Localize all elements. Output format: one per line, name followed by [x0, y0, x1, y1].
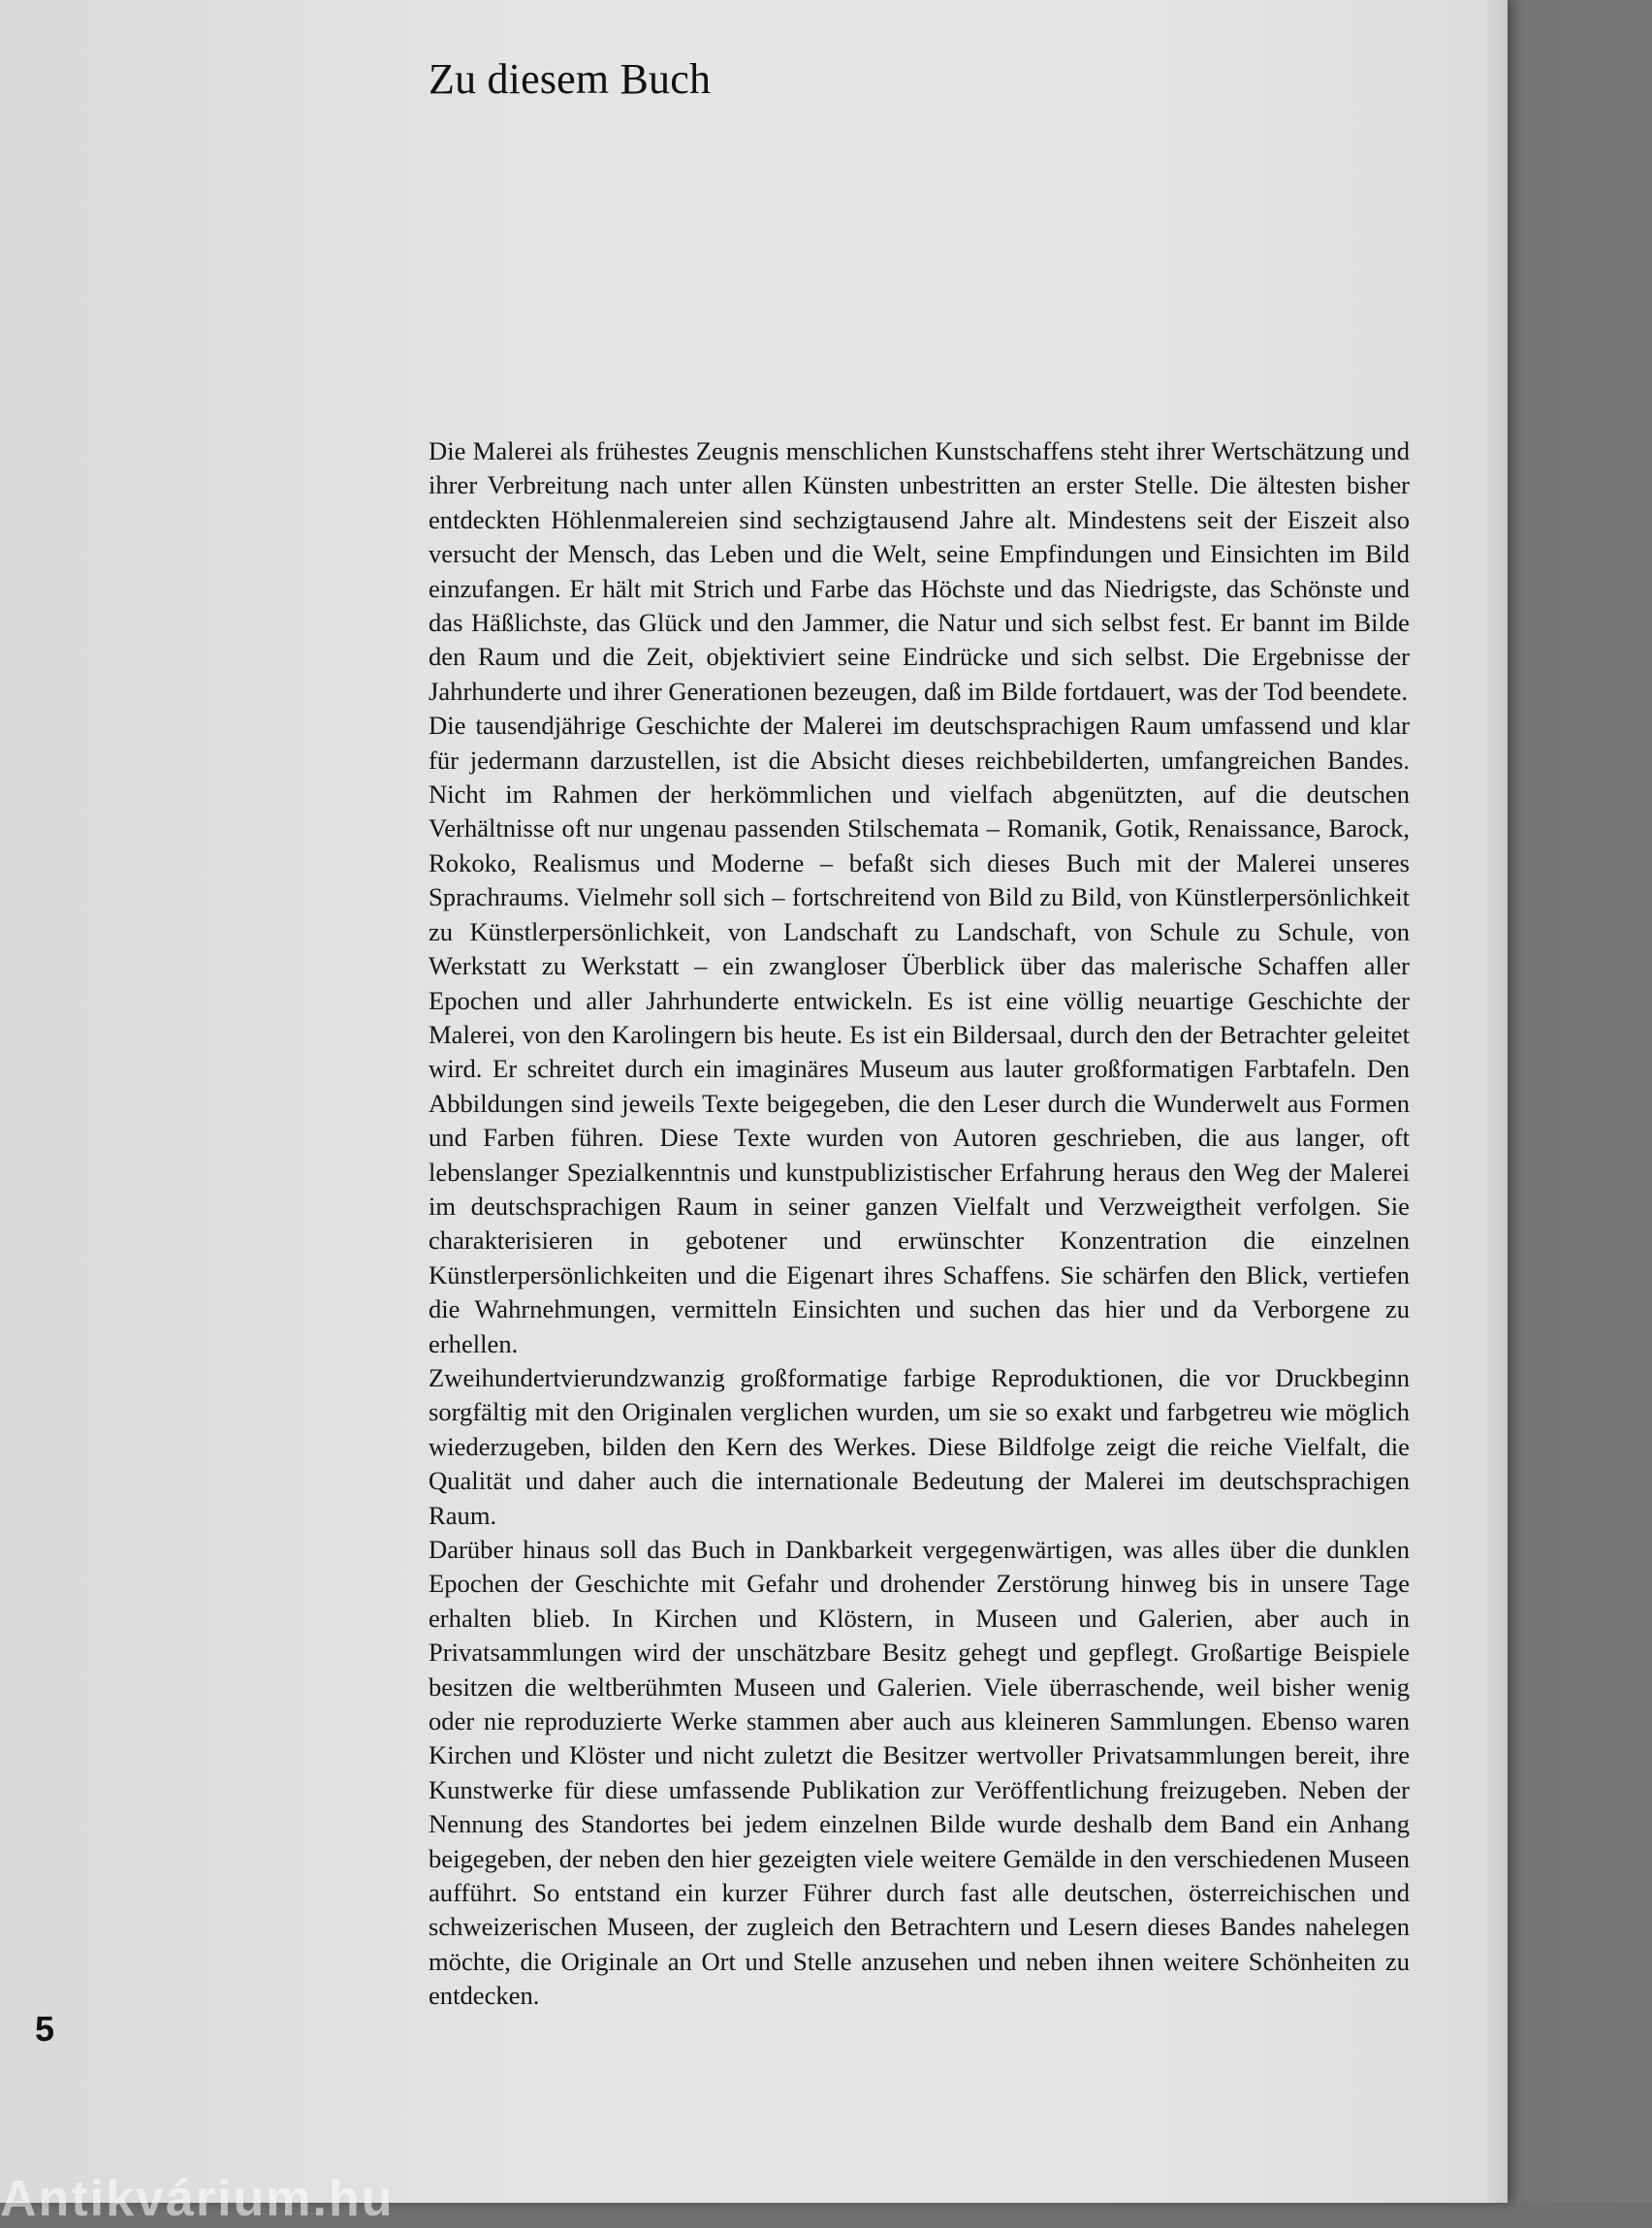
page-edge — [1486, 0, 1508, 2203]
body-text — [429, 434, 1410, 2014]
paragraph-3: Zweihundertvierundzwanzig großformatige farbige Reproduktionen, die vor Druckbeginn sorgfältig mit den Originalen verglichen wurden, um sie so exakt und farbgetreu wie möglich wiederzugeben, bilden den Kern des Werkes. Diese Bildfolge zeigt die reiche Vielfalt, die Qualität und daher auch die internationale Bedeutung der Malerei im deutschsprachigen Raum. — [429, 1362, 1410, 1530]
page-number: 5 — [35, 2009, 55, 2049]
page-title: Zu diesem Buch — [429, 55, 712, 103]
watermark: Antikvárium.hu — [0, 2171, 395, 2227]
paragraph-2: Die tausendjährige Geschichte der Malerei im deutschsprachigen Raum umfassend und klar für jedermann darzustellen, ist die Absicht dieses reichbebilderten, umfangreichen Bandes. Nicht im Rahmen der herkömmlichen und vielfach abgenützten, auf die deutschen Verhältnisse oft nur ungenau passenden Stilschemata – Romanik, Gotik, Renaissance, Barock, Rokoko, Realismus und Moderne – befaßt sich dieses Buch mit der Malerei unseres Sprachraums. Vielmehr soll sich – fortschreitend von Bild zu Bild, von Künstlerpersönlichkeit zu Künstlerpersönlichkeit, von Landschaft zu Landschaft, von Schule zu Schule, von Werkstatt zu Werkstatt – ein zwangloser Überblick über das malerische Schaffen aller Epochen und aller Jahrhunderte entwickeln. Es ist eine völlig neuartige Geschichte der Malerei, von den Karolingern bis heute. Es ist ein Bildersaal, durch den der Betrachter geleitet wird. Er schreitet durch ein imaginäres Museum aus lauter großformatigen Farbtafeln. Den Abbildungen sind jeweils Texte beigegeben, die den Leser durch die Wunderwelt aus Formen und Farben führen. Diese Texte wurden von Autoren geschrieben, die aus langer, oft lebenslanger Spezialkenntnis und kunstpublizistischer Erfahrung heraus den Weg der Malerei im deutschsprachigen Raum in seiner ganzen Vielfalt und Verzweigtheit verfolgen. Sie charakterisieren in gebotener und erwünschter Konzentration die einzelnen Künstlerpersönlichkeiten und die Eigenart ihres Schaffens. Sie schärfen den Blick, vertiefen die Wahrnehmungen, vermitteln Einsichten und suchen das hier und da Verborgene zu erhellen. — [429, 711, 1410, 1358]
paragraph-1: Die Malerei als frühestes Zeugnis menschlichen Kunstschaffens steht ihrer Wertschätzung und ihrer Verbreitung nach unter allen Künsten unbestritten an erster Stelle. Die ältesten bisher entdeckten Höhlenmalereien sind sechzigtausend Jahre alt. Mindestens seit der Eiszeit also versucht der Mensch, das Leben und die Welt, seine Empfindungen und Einsichten im Bild einzufangen. Er hält mit Strich und Farbe das Höchste und das Niedrigste, das Schönste und das Häßlichste, das Glück und den Jammer, die Natur und sich selbst fest. Er bannt im Bilde den Raum und die Zeit, objektiviert seine Eindrücke und sich selbst. Die Ergebnisse der Jahrhunderte und ihrer Generationen bezeugen, daß im Bilde fortdauert, was der Tod beendete. — [429, 436, 1410, 706]
paragraph-4: Darüber hinaus soll das Buch in Dankbarkeit vergegenwärtigen, was alles über die dunklen Epochen der Geschichte mit Gefahr und drohender Zerstörung hinweg bis in unsere Tage erhalten blieb. In Kirchen und Klöstern, in Museen und Galerien, aber auch in Privatsammlungen wird der unschätzbare Besitz gehegt und gepflegt. Großartige Beispiele besitzen die weltberühmten Museen und Galerien. Viele überraschende, weil bisher wenig oder nie reproduzierte Werke stammen aber auch aus kleineren Sammlungen. Ebenso waren Kirchen und Klöster und nicht zuletzt die Besitzer wertvoller Privatsammlungen bereit, ihre Kunstwerke für diese umfassende Publikation zur Veröffentlichung freizugeben. Neben der Nennung des Standortes bei jedem einzelnen Bilde wurde deshalb dem Band ein Anhang beigegeben, der neben den hier gezeigten viele weitere Gemälde in den verschiedenen Museen aufführt. So entstand ein kurzer Führer durch fast alle deutschen, österreichischen und schweizerischen Museen, der zugleich den Betrachtern und Lesern dieses Bandes nahelegen möchte, die Originale an Ort und Stelle anzusehen und neben ihnen weitere Schönheiten zu entdecken. — [429, 1535, 1410, 2011]
